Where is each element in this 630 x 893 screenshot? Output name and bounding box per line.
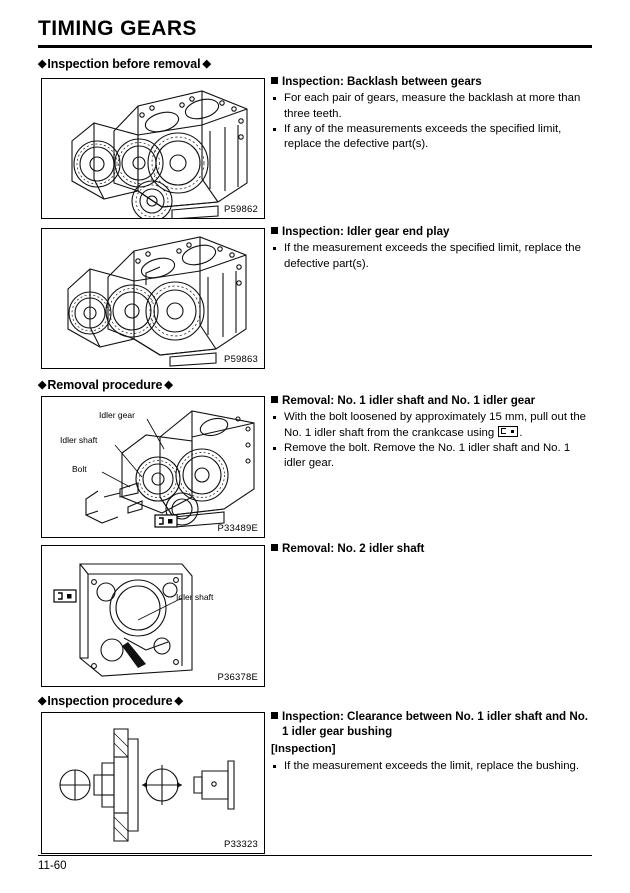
figure-code: P36378E [217, 672, 258, 683]
figure-code: P59863 [224, 354, 258, 365]
list-item: Remove the bolt. Remove the No. 1 idler shaft and No. 1 idler gear. [271, 441, 593, 472]
list-item: If the measurement exceeds the limit, replace the bushing. [271, 759, 593, 774]
figure-1-lineart [42, 79, 265, 219]
figure-5-lineart [42, 713, 265, 854]
section-heading-inspection-procedure [38, 694, 183, 708]
square-marker-icon [271, 77, 278, 84]
footer-divider [38, 855, 592, 856]
diamond-icon: ◆ [202, 58, 211, 70]
figure-code: P33489E [217, 523, 258, 534]
text-block-no2-removal [271, 541, 593, 556]
special-tool-icon [498, 426, 518, 437]
square-marker-icon [271, 396, 278, 403]
bullet-list [271, 91, 593, 153]
figure-label-idler-shaft: Idler shaft [176, 592, 214, 602]
figure-label-idler-shaft: Idler shaft [60, 435, 98, 445]
figure-label-bolt: Bolt [72, 464, 87, 474]
block-heading-label: Inspection: Backlash between gears [282, 75, 482, 88]
list-item: If the measurement exceeds the specified limit, replace the defective part(s). [271, 241, 593, 272]
diamond-icon: ◆ [38, 58, 47, 70]
figure-idler-gear-end-play [41, 228, 265, 369]
title-divider [38, 45, 592, 48]
list-item [271, 410, 593, 441]
list-item-text-after: . [519, 426, 523, 439]
diamond-icon: ◆ [164, 379, 173, 391]
figure-no1-idler-removal [41, 396, 265, 538]
text-block-no1-removal [271, 393, 593, 472]
block-heading [271, 709, 593, 740]
block-heading-label: Removal: No. 2 idler shaft [282, 542, 425, 555]
square-marker-icon [271, 227, 278, 234]
text-block-backlash [271, 74, 593, 153]
diamond-icon: ◆ [38, 379, 47, 391]
list-item: For each pair of gears, measure the backlash at more than three teeth. [271, 91, 593, 122]
figure-code: P59862 [224, 204, 258, 215]
figure-4-lineart [42, 546, 265, 687]
square-marker-icon [271, 712, 278, 719]
figure-label-idler-gear: Idler gear [99, 410, 135, 420]
section-heading-inspection-before-removal [38, 57, 211, 71]
special-tool-symbol-icon [54, 590, 76, 602]
block-heading-label: Inspection: Idler gear end play [282, 225, 450, 238]
special-tool-symbol-icon [155, 515, 177, 527]
block-heading [271, 393, 593, 408]
figure-no2-idler-removal [41, 545, 265, 687]
section-heading-label: Removal procedure [47, 378, 163, 392]
block-heading [271, 224, 593, 239]
bullet-list [271, 410, 593, 472]
block-heading [271, 541, 593, 556]
list-item-text-before: With the bolt loosened by approximately 15 mm, pull out the No. 1 idler shaft from the crankcase using [284, 411, 587, 439]
bullet-list [271, 241, 593, 272]
text-block-end-play [271, 224, 593, 272]
section-heading-label: Inspection before removal [47, 57, 201, 71]
diamond-icon: ◆ [38, 695, 47, 707]
list-item: If any of the measurements exceeds the specified limit, replace the defective part(s). [271, 122, 593, 153]
block-heading [271, 74, 593, 89]
sub-heading-inspection: [Inspection] [271, 742, 336, 755]
figure-clearance-measurement [41, 712, 265, 854]
diamond-icon: ◆ [174, 695, 183, 707]
block-heading-label: Removal: No. 1 idler shaft and No. 1 idler gear [282, 394, 536, 407]
figure-code: P33323 [224, 839, 258, 850]
figure-engine-block-backlash [41, 78, 265, 219]
page-number: 11-60 [38, 860, 67, 872]
section-heading-label: Inspection procedure [47, 694, 173, 708]
text-block-clearance-inspection [271, 709, 593, 774]
bullet-list [271, 759, 593, 774]
section-heading-removal-procedure [38, 378, 173, 392]
block-heading-label: Inspection: Clearance between No. 1 idler shaft and No. 1 idler gear bushing [282, 710, 589, 739]
square-marker-icon [271, 544, 278, 551]
figure-2-lineart [42, 229, 265, 369]
page-title: TIMING GEARS [38, 17, 197, 40]
